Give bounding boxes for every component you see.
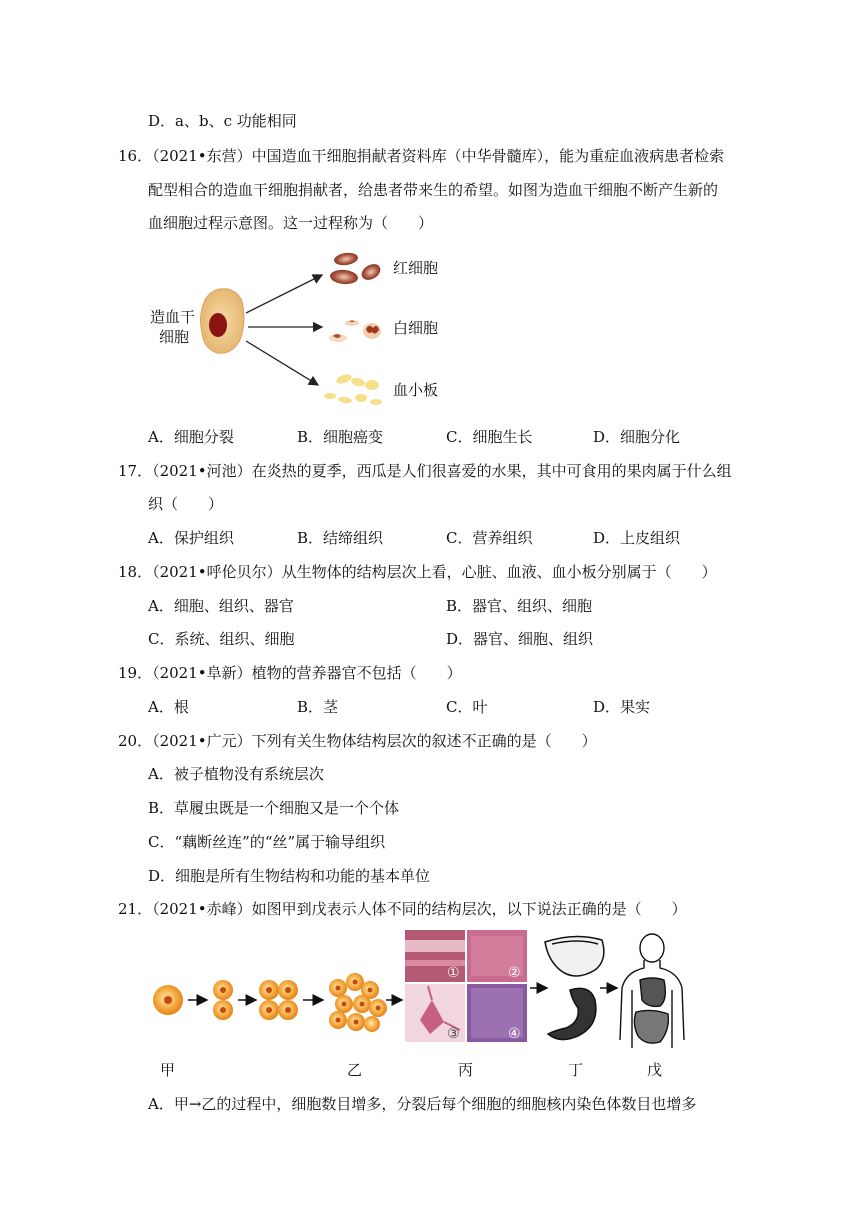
q16-option-b: B．细胞癌变 xyxy=(297,428,384,446)
q18-option-c: C．系统、组织、细胞 xyxy=(148,630,295,648)
label-ding: 丁 xyxy=(568,1061,584,1079)
label-yi: 乙 xyxy=(347,1061,363,1079)
label-jia: 甲 xyxy=(160,1061,176,1079)
stem-cell-label-2: 细胞 xyxy=(159,328,190,346)
q16-stem-line-3: 血细胞过程示意图。这一过程称为（ ） xyxy=(148,214,434,232)
q21-stem-line-1: 21．（2021•赤峰）如图甲到戊表示人体不同的结构层次，以下说法正确的是（ ） xyxy=(118,900,687,918)
q17-stem-line-1: 17．（2021•河池）在炎热的夏季，西瓜是人们很喜爱的水果，其中可食用的果肉属于什么组 xyxy=(118,462,732,480)
q20-stem-line-1: 20．（2021•广元）下列有关生物体结构层次的叙述不正确的是（ ） xyxy=(118,732,597,750)
q16-option-d: D．细胞分化 xyxy=(593,428,681,446)
q19-option-d: D．果实 xyxy=(593,698,651,716)
q19-stem-line-1: 19．（2021•阜新）植物的营养器官不包括（ ） xyxy=(118,664,462,682)
four-cells xyxy=(259,980,298,1020)
q20-option-b: B．草履虫既是一个细胞又是一个个体 xyxy=(148,799,400,817)
red-cell-shapes xyxy=(329,251,383,285)
q17-option-a: A．保护组织 xyxy=(148,529,234,547)
tissue-number-3: ③ xyxy=(447,1026,460,1042)
single-cell-jia xyxy=(153,985,183,1015)
q19-option-c: C．叶 xyxy=(446,698,488,716)
label-bing: 丙 xyxy=(458,1061,474,1079)
platelet-label: 血小板 xyxy=(393,381,439,399)
q21-option-a: A．甲→乙的过程中，细胞数目增多，分裂后每个细胞的细胞核内染色体数目也增多 xyxy=(148,1095,697,1113)
tissue-number-4: ④ xyxy=(508,1026,521,1042)
q20-option-d: D．细胞是所有生物结构和功能的基本单位 xyxy=(148,867,431,885)
tissue-panels-bing xyxy=(405,930,527,1042)
q20-option-c: C．“藕断丝连”的“丝”属于输导组织 xyxy=(148,833,386,851)
q16-stem-line-2: 配型相合的造血干细胞捐献者，给患者带来生的希望。如图为造血干细胞不断产生新的 xyxy=(148,181,719,199)
q16-option-a: A．细胞分裂 xyxy=(148,428,234,446)
q16-option-c: C．细胞生长 xyxy=(446,428,533,446)
q17-option-b: B．结缔组织 xyxy=(297,529,384,547)
q19-option-a: A．根 xyxy=(148,698,189,716)
q17-option-c: C．营养组织 xyxy=(446,529,533,547)
arrow-to-platelets xyxy=(246,341,318,385)
q17-option-d: D．上皮组织 xyxy=(593,529,681,547)
human-body-wu xyxy=(620,934,684,1048)
q20-option-a: A．被子植物没有系统层次 xyxy=(148,765,324,783)
q17-stem-line-2: 织（ ） xyxy=(148,495,224,513)
tissue-number-1: ① xyxy=(447,965,460,981)
white-cell-shapes xyxy=(329,320,381,342)
q18-option-b: B．器官、组织、细胞 xyxy=(446,597,593,615)
platelet-shapes xyxy=(324,373,382,405)
q15-option-d: D．a、b、c 功能相同 xyxy=(148,112,297,130)
organs-ding xyxy=(545,936,604,1039)
label-wu: 戊 xyxy=(647,1061,663,1079)
red-cell-label: 红细胞 xyxy=(393,259,439,277)
arrow-to-red-cells xyxy=(246,275,322,313)
q18-option-a: A．细胞、组织、器官 xyxy=(148,597,294,615)
stem-cell-label-1: 造血干 xyxy=(150,308,196,326)
q16-stem-line-1: 16．（2021•东营）中国造血干细胞捐献者资料库（中华骨髓库），能为重症血液病患者检索 xyxy=(118,147,725,165)
q19-option-b: B．茎 xyxy=(297,698,339,716)
cell-cluster-yi xyxy=(329,973,387,1032)
body-structure-diagram xyxy=(0,930,860,1060)
q18-stem-line-1: 18．（2021•呼伦贝尔）从生物体的结构层次上看，心脏、血液、血小板分别属于（ ） xyxy=(118,563,717,581)
stem-cell-shape xyxy=(201,289,244,354)
tissue-number-2: ② xyxy=(508,965,521,981)
white-cell-label: 白细胞 xyxy=(393,319,439,337)
two-cells xyxy=(213,980,233,1020)
q18-option-d: D．器官、细胞、组织 xyxy=(446,630,594,648)
